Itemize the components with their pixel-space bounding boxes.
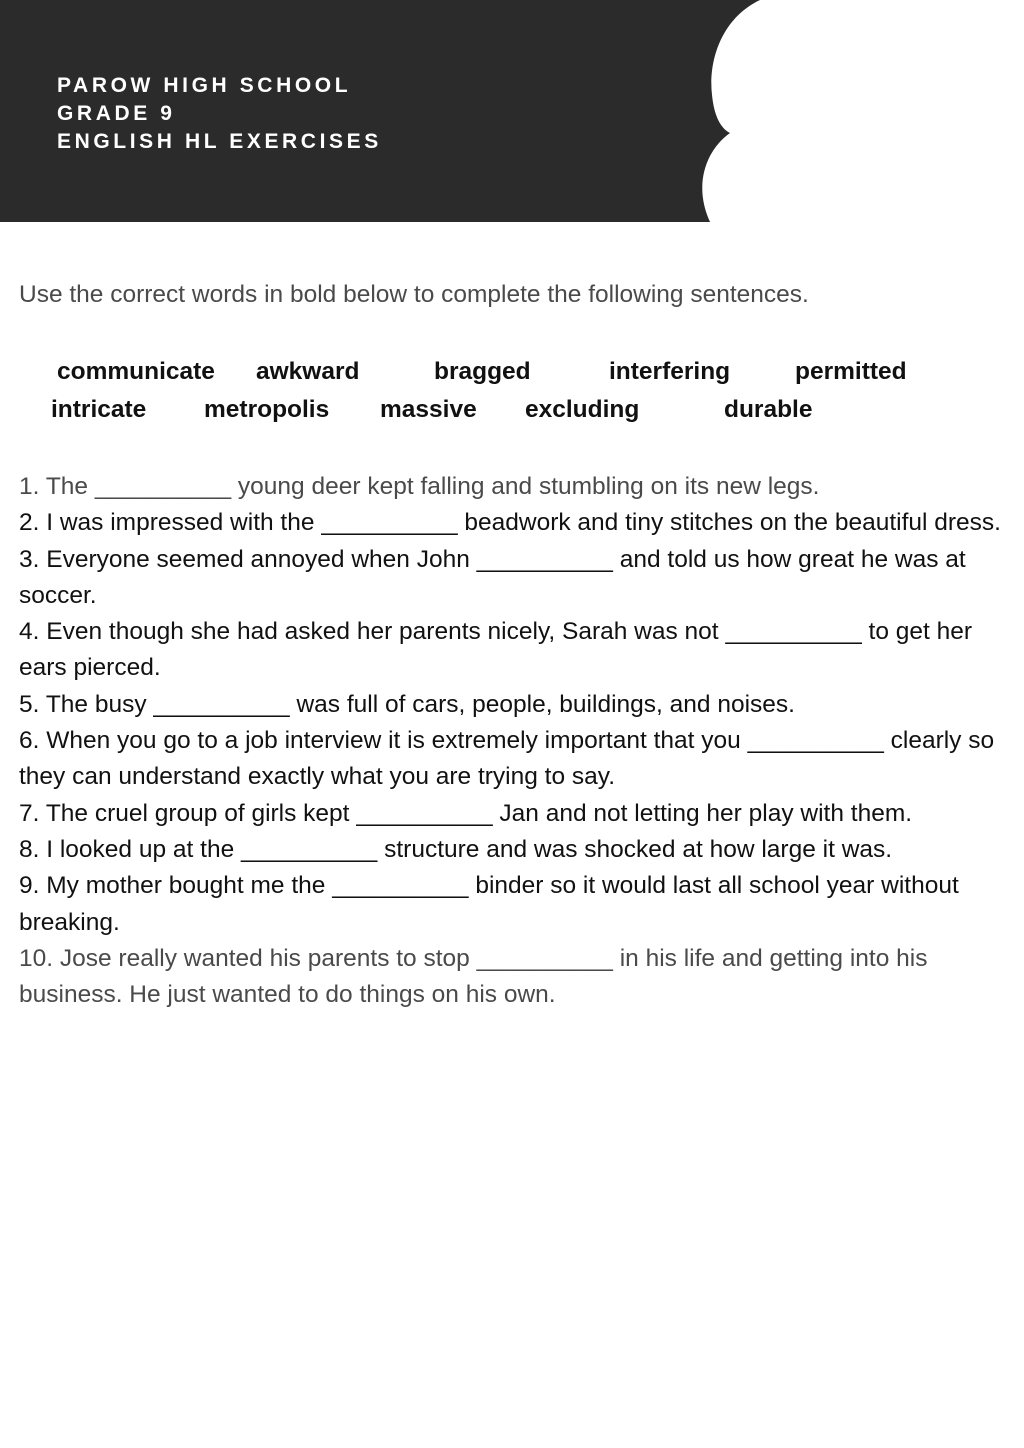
- question-list: [19, 469, 1009, 1013]
- question-text-before: Even though she had asked her parents nicely, Sarah was not: [46, 618, 719, 646]
- grade-label: GRADE 9: [57, 102, 176, 125]
- question-text-after: to get her ears pierced.: [19, 618, 973, 682]
- answer-blank[interactable]: __________: [94, 473, 232, 500]
- question-text-before: Everyone seemed annoyed when John: [46, 545, 470, 573]
- question-number: 4.: [19, 618, 40, 646]
- word-bank-item: awkward: [256, 358, 360, 385]
- word-bank-item: permitted: [795, 358, 907, 385]
- question-number: 1.: [19, 473, 40, 500]
- question-text-after: young deer kept falling and stumbling on its new legs.: [237, 473, 820, 500]
- question-text-after: clearly so they can understand exactly what you are trying to say.: [19, 727, 995, 791]
- question-item: [19, 505, 1009, 541]
- subject-label: ENGLISH HL EXERCISES: [57, 130, 382, 153]
- word-bank-item: intricate: [51, 396, 147, 423]
- question-text-before: The cruel group of girls kept: [45, 799, 350, 827]
- question-item: [19, 614, 1009, 687]
- page-header: [0, 0, 1024, 222]
- instruction-text: Use the correct words in bold below to complete the following sentences.: [19, 281, 809, 308]
- question-item: [19, 832, 1009, 868]
- question-text-after: Jan and not letting her play with them.: [499, 799, 913, 827]
- answer-blank[interactable]: __________: [725, 618, 862, 646]
- question-text-after: and told us how great he was at soccer.: [19, 545, 966, 609]
- answer-blank[interactable]: __________: [153, 690, 290, 718]
- word-bank-item: metropolis: [204, 396, 330, 423]
- question-text-before: Jose really wanted his parents to stop: [59, 944, 470, 972]
- question-text-after: in his life and getting into his business. He just wanted to do things on his own.: [19, 944, 928, 1009]
- question-text-before: My mother bought me the: [46, 872, 326, 900]
- question-number: 10.: [19, 944, 54, 972]
- question-text-before: I was impressed with the: [46, 509, 315, 537]
- question-number: 6.: [19, 727, 40, 755]
- question-text-after: beadwork and tiny stitches on the beautiful dress.: [464, 509, 1001, 537]
- question-item: [19, 868, 1009, 941]
- answer-blank[interactable]: __________: [476, 944, 613, 972]
- question-text-after: was full of cars, people, buildings, and noises.: [296, 690, 795, 718]
- question-text-after: binder so it would last all school year without breaking.: [19, 872, 959, 936]
- question-item: [19, 723, 1009, 796]
- word-bank-item: communicate: [57, 358, 215, 385]
- word-bank-item: massive: [380, 396, 477, 423]
- question-item: [19, 687, 1009, 723]
- question-text-after: structure and was shocked at how large it was.: [384, 835, 893, 863]
- question-number: 2.: [19, 509, 40, 537]
- question-item: [19, 796, 1009, 832]
- question-text-before: The: [45, 473, 89, 500]
- answer-blank[interactable]: __________: [332, 872, 469, 900]
- question-text-before: When you go to a job interview it is extremely important that you: [46, 727, 741, 755]
- question-item: [19, 542, 1009, 615]
- question-item: [19, 941, 1009, 1014]
- question-number: 3.: [19, 545, 40, 573]
- answer-blank[interactable]: __________: [241, 835, 378, 863]
- question-item: [19, 469, 1009, 505]
- answer-blank[interactable]: __________: [321, 509, 458, 537]
- question-number: 7.: [19, 799, 40, 827]
- question-number: 8.: [19, 835, 40, 863]
- question-number: 9.: [19, 872, 40, 900]
- word-bank-item: durable: [724, 396, 813, 423]
- question-text-before: I looked up at the: [46, 835, 235, 863]
- answer-blank[interactable]: __________: [747, 727, 884, 755]
- question-number: 5.: [19, 690, 40, 718]
- question-text-before: The busy: [45, 690, 147, 718]
- answer-blank[interactable]: __________: [356, 799, 493, 827]
- school-name: PAROW HIGH SCHOOL: [57, 74, 352, 97]
- word-bank-item: bragged: [434, 358, 531, 385]
- word-bank-item: excluding: [525, 396, 640, 423]
- word-bank-item: interfering: [609, 358, 731, 385]
- answer-blank[interactable]: __________: [476, 545, 613, 573]
- header-title-block: [57, 72, 382, 156]
